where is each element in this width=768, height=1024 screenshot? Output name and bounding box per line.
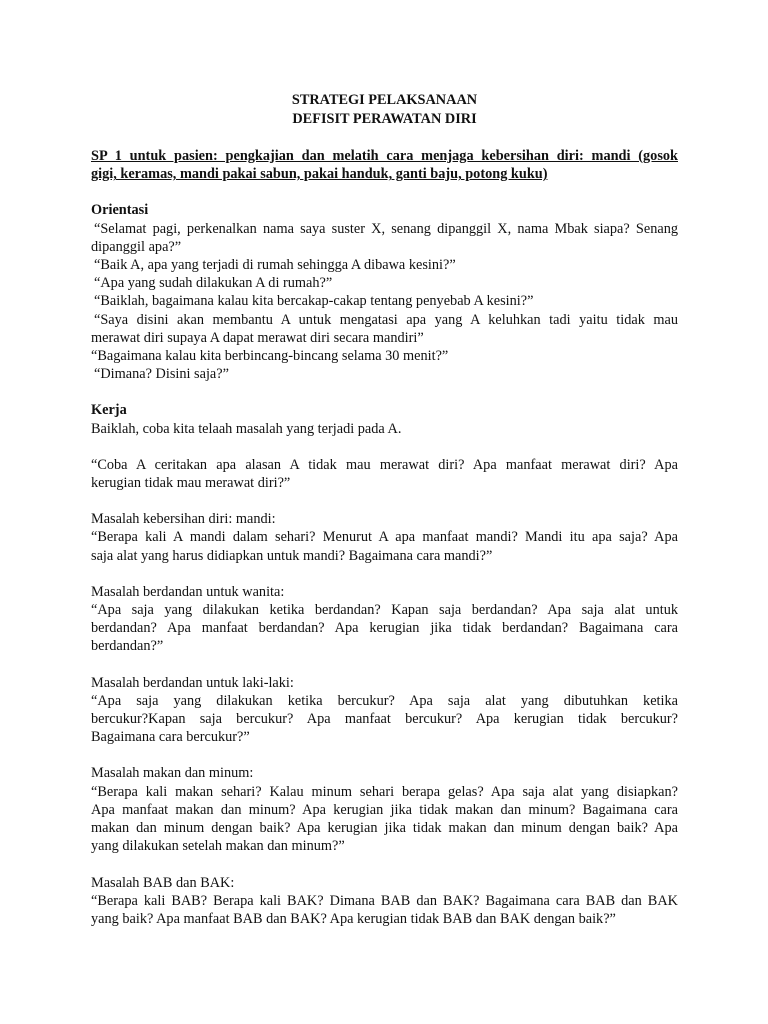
bab-heading: Masalah BAB dan BAK:	[91, 874, 235, 891]
paragraph-line: berdandan? Apa manfaat berdandan? Apa kerugian jika tidak berdandan? Bagaimana cara	[91, 620, 678, 637]
laki-block	[91, 674, 678, 747]
paragraph-line: “Apa saja yang dilakukan ketika berdandan? Kapan saja berdandan? Apa saja alat untuk	[91, 602, 678, 619]
paragraph-line: saja alat yang harus didiapkan untuk mandi? Bagaimana cara mandi?”	[91, 547, 493, 564]
paragraph-line: bercukur?Kapan saja bercukur? Apa manfaat bercukur? Apa kerugian tidak bercukur?	[91, 711, 678, 728]
sp1-heading-line-2: gigi, keramas, mandi pakai sabun, pakai handuk, ganti baju, potong kuku)	[91, 166, 548, 183]
orientasi-line: merawat diri supaya A dapat merawat diri secara mandiri”	[91, 329, 424, 346]
sp1-heading-line-1: SP 1 untuk pasien: pengkajian dan melatih cara menjaga kebersihan diri: mandi (gosok	[91, 148, 678, 164]
paragraph-line: “Berapa kali BAB? Berapa kali BAK? Dimana BAB dan BAK? Bagaimana cara BAB dan BAK	[91, 892, 678, 909]
orientasi-line: “Dimana? Disini saja?”	[94, 366, 229, 383]
orientasi-line: “Apa yang sudah dilakukan A di rumah?”	[94, 275, 333, 292]
makan-block	[91, 764, 678, 855]
paragraph-line: “Berapa kali A mandi dalam sehari? Menurut A apa manfaat mandi? Mandi itu apa saja? Apa	[91, 529, 678, 546]
paragraph-line: “Coba A ceritakan apa alasan A tidak mau merawat diri? Apa manfaat merawat diri? Apa	[91, 456, 678, 473]
paragraph-line: Apa manfaat makan dan minum? Apa kerugian jika tidak makan dan minum? Bagaimana cara	[91, 801, 678, 818]
title-line-1: STRATEGI PELAKSANAAN	[291, 92, 478, 108]
laki-heading: Masalah berdandan untuk laki-laki:	[91, 674, 294, 691]
bab-block	[91, 874, 678, 929]
orientasi-line: “Selamat pagi, perkenalkan nama saya suster X, senang dipanggil X, nama Mbak siapa? Senang	[94, 220, 678, 237]
title-line-2: DEFISIT PERAWATAN DIRI	[292, 111, 477, 127]
mandi-block	[91, 510, 678, 565]
paragraph-line: “Berapa kali makan sehari? Kalau minum sehari berapa gelas? Apa saja alat yang disiapkan?	[91, 783, 678, 800]
document-body	[91, 91, 678, 928]
kerja-intro: Baiklah, coba kita telaah masalah yang terjadi pada A.	[91, 420, 402, 437]
orientasi-line: “Saya disini akan membantu A untuk mengatasi apa yang A keluhkan tadi yaitu tidak mau	[94, 311, 678, 328]
kerja-question-block	[91, 456, 678, 492]
paragraph-line: kerugian tidak mau merawat diri?”	[91, 475, 291, 492]
mandi-heading: Masalah kebersihan diri: mandi:	[91, 511, 276, 528]
paragraph-line: makan dan minum dengan baik? Apa kerugian jika tidak makan dan minum dengan baik? Apa	[91, 820, 678, 837]
paragraph-line: Bagaimana cara bercukur?”	[91, 729, 250, 746]
orientasi-line: dipanggil apa?”	[91, 238, 182, 255]
kerja-heading: Kerja	[91, 402, 127, 419]
wanita-heading: Masalah berdandan untuk wanita:	[91, 583, 285, 600]
paragraph-line: yang dilakukan setelah makan dan minum?”	[91, 838, 345, 855]
orientasi-line: “Baik A, apa yang terjadi di rumah sehingga A dibawa kesini?”	[94, 257, 456, 274]
wanita-block	[91, 583, 678, 656]
orientasi-line: “Bagaimana kalau kita berbincang-bincang selama 30 menit?”	[91, 348, 449, 365]
makan-heading: Masalah makan dan minum:	[91, 765, 254, 782]
paragraph-line: yang baik? Apa manfaat BAB dan BAK? Apa kerugian tidak BAB dan BAK dengan baik?”	[91, 910, 616, 927]
orientasi-section	[91, 220, 678, 384]
sp1-heading	[91, 147, 678, 183]
document-title	[91, 91, 678, 129]
orientasi-line: “Baiklah, bagaimana kalau kita bercakap-cakap tentang penyebab A kesini?”	[94, 293, 534, 310]
paragraph-line: “Apa saja yang dilakukan ketika bercukur? Apa saja alat yang dibutuhkan ketika	[91, 692, 678, 709]
kerja-section	[91, 420, 678, 928]
orientasi-heading: Orientasi	[91, 202, 149, 219]
paragraph-line: berdandan?”	[91, 638, 164, 655]
